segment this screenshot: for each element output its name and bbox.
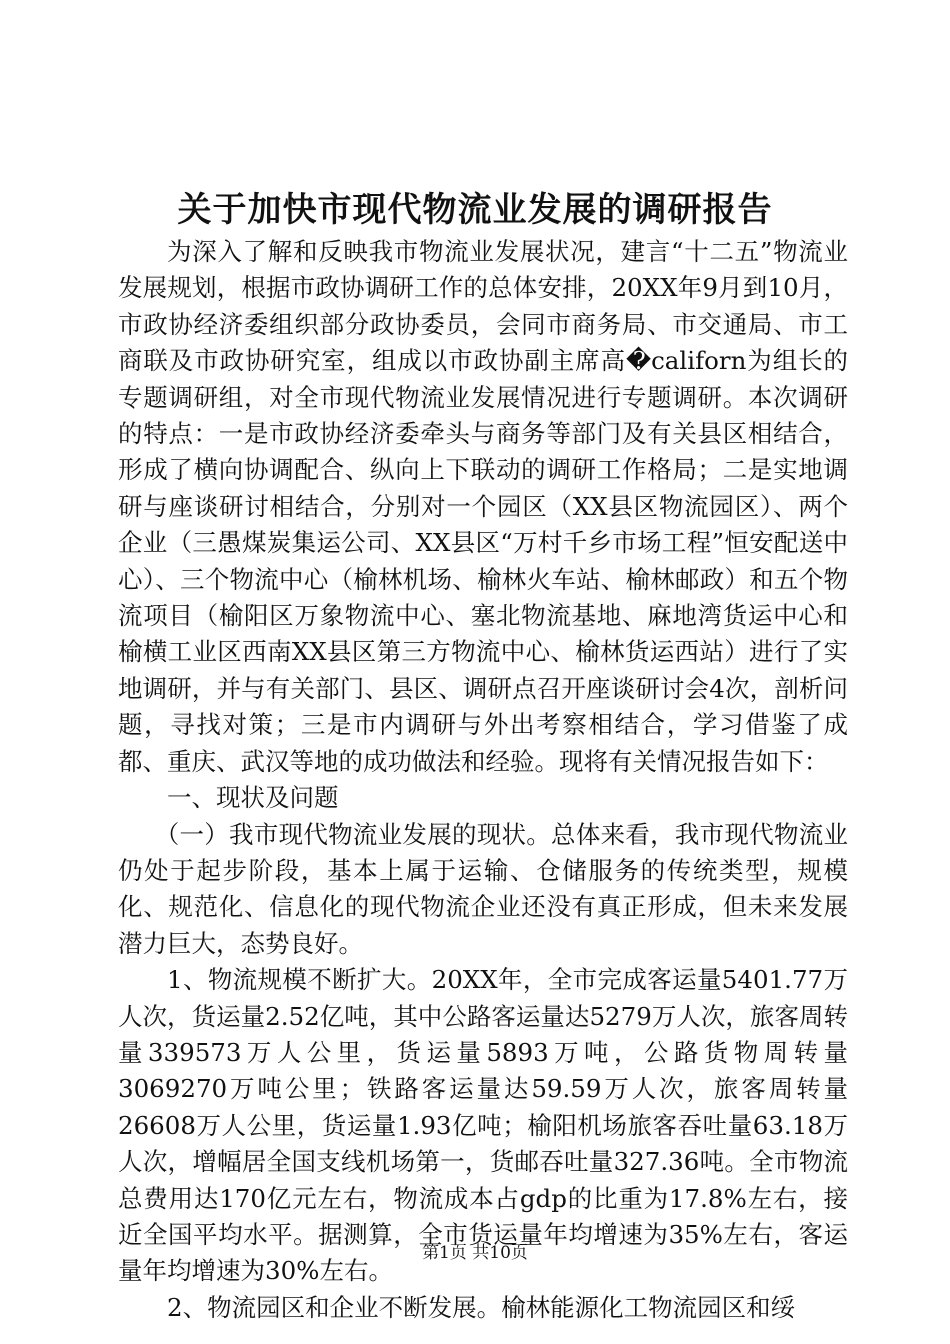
document-body: [118, 234, 848, 1326]
page-indicator: 第1页 共10页: [422, 1243, 528, 1263]
paragraph-item-2: 2、物流园区和企业不断发展。榆林能源化工物流园区和绥: [167, 1292, 796, 1322]
paragraph-subsection-1: （一）我市现代物流业发展的现状。总体来看，我市现代物流业仍处于起步阶段，基本上属于运输、仓储服务的传统类型，规模化、规范化、信息化的现代物流企业还没有真正形成，但未来发展潜力巨大，态势良好。: [118, 819, 848, 958]
section-heading: 一、现状及问题: [167, 783, 339, 813]
paragraph-intro: 为深入了解和反映我市物流业发展状况，建言“十二五”物流业发展规划，根据市政协调研工作的总体安排，20XX年9月到10月，市政协经济委组织部分政协委员，会同市商务局、市交通局、市工商联及市政协研究室，组成以市政协副主席高�californ为组长的专题调研组，对全市现代物流业发展情况进行专题调研。本次调研的特点：一是市政协经济委牵头与商务等部门及有关县区相结合，形成了横向协调配合、纵向上下联动的调研工作格局；二是实地调研与座谈研讨相结合，分别对一个园区（XX县区物流园区）、两个企业（三愚煤炭集运公司、XX县区“万村千乡市场工程”恒安配送中心）、三个物流中心（榆林机场、榆林火车站、榆林邮政）和五个物流项目（榆阳区万象物流中心、塞北物流基地、麻地湾货运中心和榆横工业区西南XX县区第三方物流中心、榆林货运西站）进行了实地调研，并与有关部门、县区、调研点召开座谈研讨会4次，剖析问题，寻找对策；三是市内调研与外出考察相结合，学习借鉴了成都、重庆、武汉等地的成功做法和经验。现将有关情况报告如下：: [118, 237, 848, 776]
document-title: 关于加快市现代物流业发展的调研报告: [177, 190, 773, 230]
paragraph-item-1: 1、物流规模不断扩大。20XX年，全市完成客运量5401.77万人次，货运量2.52亿吨，其中公路客运量达5279万人次，旅客周转量339573万人公里，货运量5893万吨，公路货物周转量3069270万吨公里；铁路客运量达59.59万人次，旅客周转量26608万人公里，货运量1.93亿吨；榆阳机场旅客吞吐量63.18万人次，增幅居全国支线机场第一，货邮吞吐量327.36吨。全市物流总费用达170亿元左右，物流成本占gdp的比重为17.8%左右，接近全国平均水平。据测算，全市货运量年均增速为35%左右，客运量年均增速为30%左右。: [118, 965, 848, 1286]
